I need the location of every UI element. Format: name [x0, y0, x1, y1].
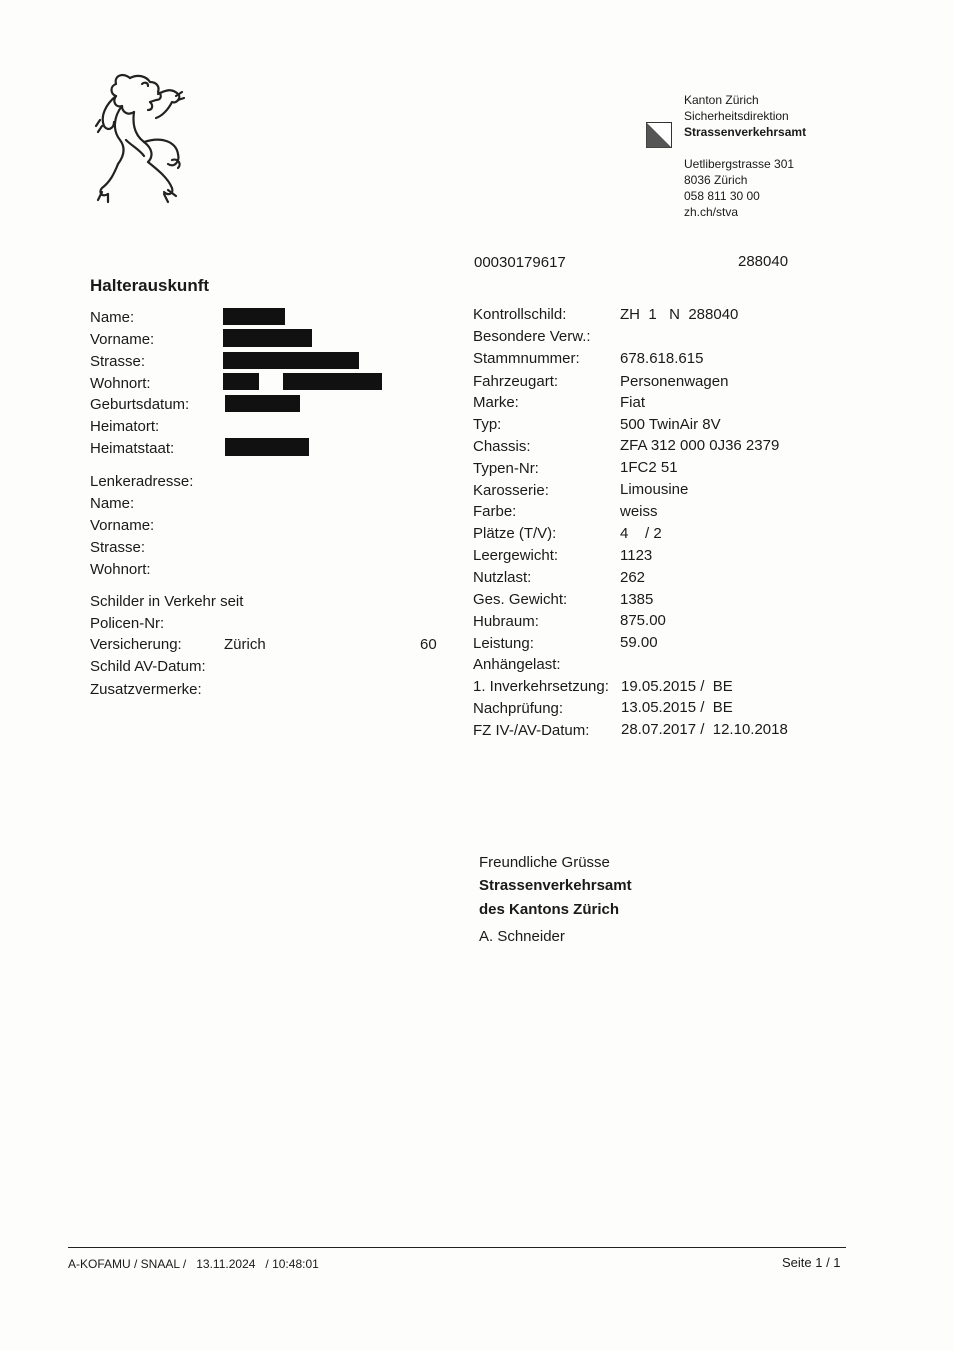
vehicle-label: Leergewicht: — [473, 547, 559, 564]
vehicle-label: Kontrollschild: — [473, 306, 567, 323]
vehicle-value: 13.05.2015 / BE — [621, 699, 733, 716]
footer-page-number: Seite 1 / 1 — [782, 1255, 841, 1270]
vehicle-value: weiss — [620, 503, 658, 520]
plates-since-label: Schilder in Verkehr seit — [90, 593, 244, 610]
holder-homecountry-label: Heimatstaat: — [90, 440, 175, 457]
vehicle-value: 1385 — [620, 591, 654, 608]
vehicle-label: Ges. Gewicht: — [473, 591, 568, 608]
authority-office: Strassenverkehrsamt — [684, 125, 807, 139]
authority-street: Uetlibergstrasse 301 — [684, 157, 795, 171]
vehicle-value: Fiat — [620, 394, 646, 411]
canton-shield-icon — [646, 122, 672, 148]
vehicle-label: Marke: — [473, 394, 519, 411]
holder-name-label: Name: — [90, 309, 135, 326]
vehicle-label: Besondere Verw.: — [473, 328, 591, 345]
vehicle-value: 28.07.2017 / 12.10.2018 — [621, 721, 788, 738]
zurich-lion-logo — [92, 70, 192, 208]
vehicle-label: 1. Inverkehrsetzung: — [473, 678, 609, 695]
redaction-bar — [225, 438, 309, 456]
insurance-value: Zürich — [224, 636, 266, 653]
closing-signatory: A. Schneider — [479, 928, 565, 945]
redaction-bar — [223, 373, 259, 390]
vehicle-value: ZH 1 N 288040 — [620, 306, 739, 323]
vehicle-value: 678.618.615 — [620, 350, 704, 367]
vehicle-value: Limousine — [620, 481, 689, 498]
authority-phone: 058 811 30 00 — [684, 189, 760, 203]
document-title: Halterauskunft — [90, 276, 210, 295]
vehicle-value: 875.00 — [620, 612, 666, 629]
vehicle-label: Typen-Nr: — [473, 460, 539, 477]
authority-directorate: Sicherheitsdirektion — [684, 109, 789, 123]
insurance-label: Versicherung: — [90, 636, 182, 653]
vehicle-value: 19.05.2015 / BE — [621, 678, 733, 695]
vehicle-label: Karosserie: — [473, 482, 549, 499]
vehicle-label: Plätze (T/V): — [473, 525, 557, 542]
redaction-bar — [223, 308, 285, 325]
vehicle-value: 4 / 2 — [620, 525, 662, 542]
vehicle-label: Stammnummer: — [473, 350, 580, 367]
vehicle-value: ZFA 312 000 0J36 2379 — [620, 437, 780, 454]
footer-reference: A-KOFAMU / SNAAL / 13.11.2024 / 10:48:01 — [68, 1257, 319, 1271]
vehicle-label: Nutzlast: — [473, 569, 532, 586]
additional-notes-label: Zusatzvermerke: — [90, 681, 202, 698]
driver-firstname-label: Vorname: — [90, 517, 155, 534]
vehicle-value: Personenwagen — [620, 373, 729, 390]
vehicle-label: FZ IV-/AV-Datum: — [473, 722, 590, 739]
vehicle-label: Nachprüfung: — [473, 700, 564, 717]
reference-number: 00030179617 — [474, 254, 566, 271]
redaction-bar — [225, 395, 300, 412]
closing-canton: des Kantons Zürich — [479, 901, 620, 918]
vehicle-label: Fahrzeugart: — [473, 373, 559, 390]
closing-greeting: Freundliche Grüsse — [479, 854, 610, 871]
driver-heading: Lenkeradresse: — [90, 473, 194, 490]
redaction-bar — [283, 373, 382, 390]
redaction-bar — [223, 352, 359, 369]
vehicle-label: Typ: — [473, 416, 502, 433]
authority-website: zh.ch/stva — [684, 205, 739, 219]
policy-number-label: Policen-Nr: — [90, 615, 165, 632]
redaction-bar — [223, 329, 312, 347]
driver-name-label: Name: — [90, 495, 135, 512]
holder-street-label: Strasse: — [90, 353, 146, 370]
vehicle-value: 59.00 — [620, 634, 658, 651]
driver-residence-label: Wohnort: — [90, 561, 151, 578]
vehicle-label: Farbe: — [473, 503, 517, 520]
insurance-code: 60 — [420, 636, 437, 653]
vehicle-label: Anhängelast: — [473, 656, 561, 673]
footer-rule — [68, 1247, 846, 1248]
vehicle-value: 1123 — [620, 547, 653, 564]
vehicle-value: 500 TwinAir 8V — [620, 416, 721, 433]
plate-av-date-label: Schild AV-Datum: — [90, 658, 206, 675]
vehicle-label: Hubraum: — [473, 613, 539, 630]
closing-office: Strassenverkehrsamt — [479, 877, 632, 894]
driver-street-label: Strasse: — [90, 539, 146, 556]
vehicle-label: Chassis: — [473, 438, 531, 455]
vehicle-value: 1FC2 51 — [620, 459, 678, 476]
vehicle-value: 262 — [620, 569, 646, 586]
plate-number-ref: 288040 — [738, 253, 789, 270]
holder-firstname-label: Vorname: — [90, 331, 155, 348]
authority-city: 8036 Zürich — [684, 173, 748, 187]
authority-canton: Kanton Zürich — [684, 93, 759, 107]
holder-residence-label: Wohnort: — [90, 375, 151, 392]
holder-hometown-label: Heimatort: — [90, 418, 160, 435]
vehicle-label: Leistung: — [473, 635, 534, 652]
holder-birthdate-label: Geburtsdatum: — [90, 396, 190, 413]
